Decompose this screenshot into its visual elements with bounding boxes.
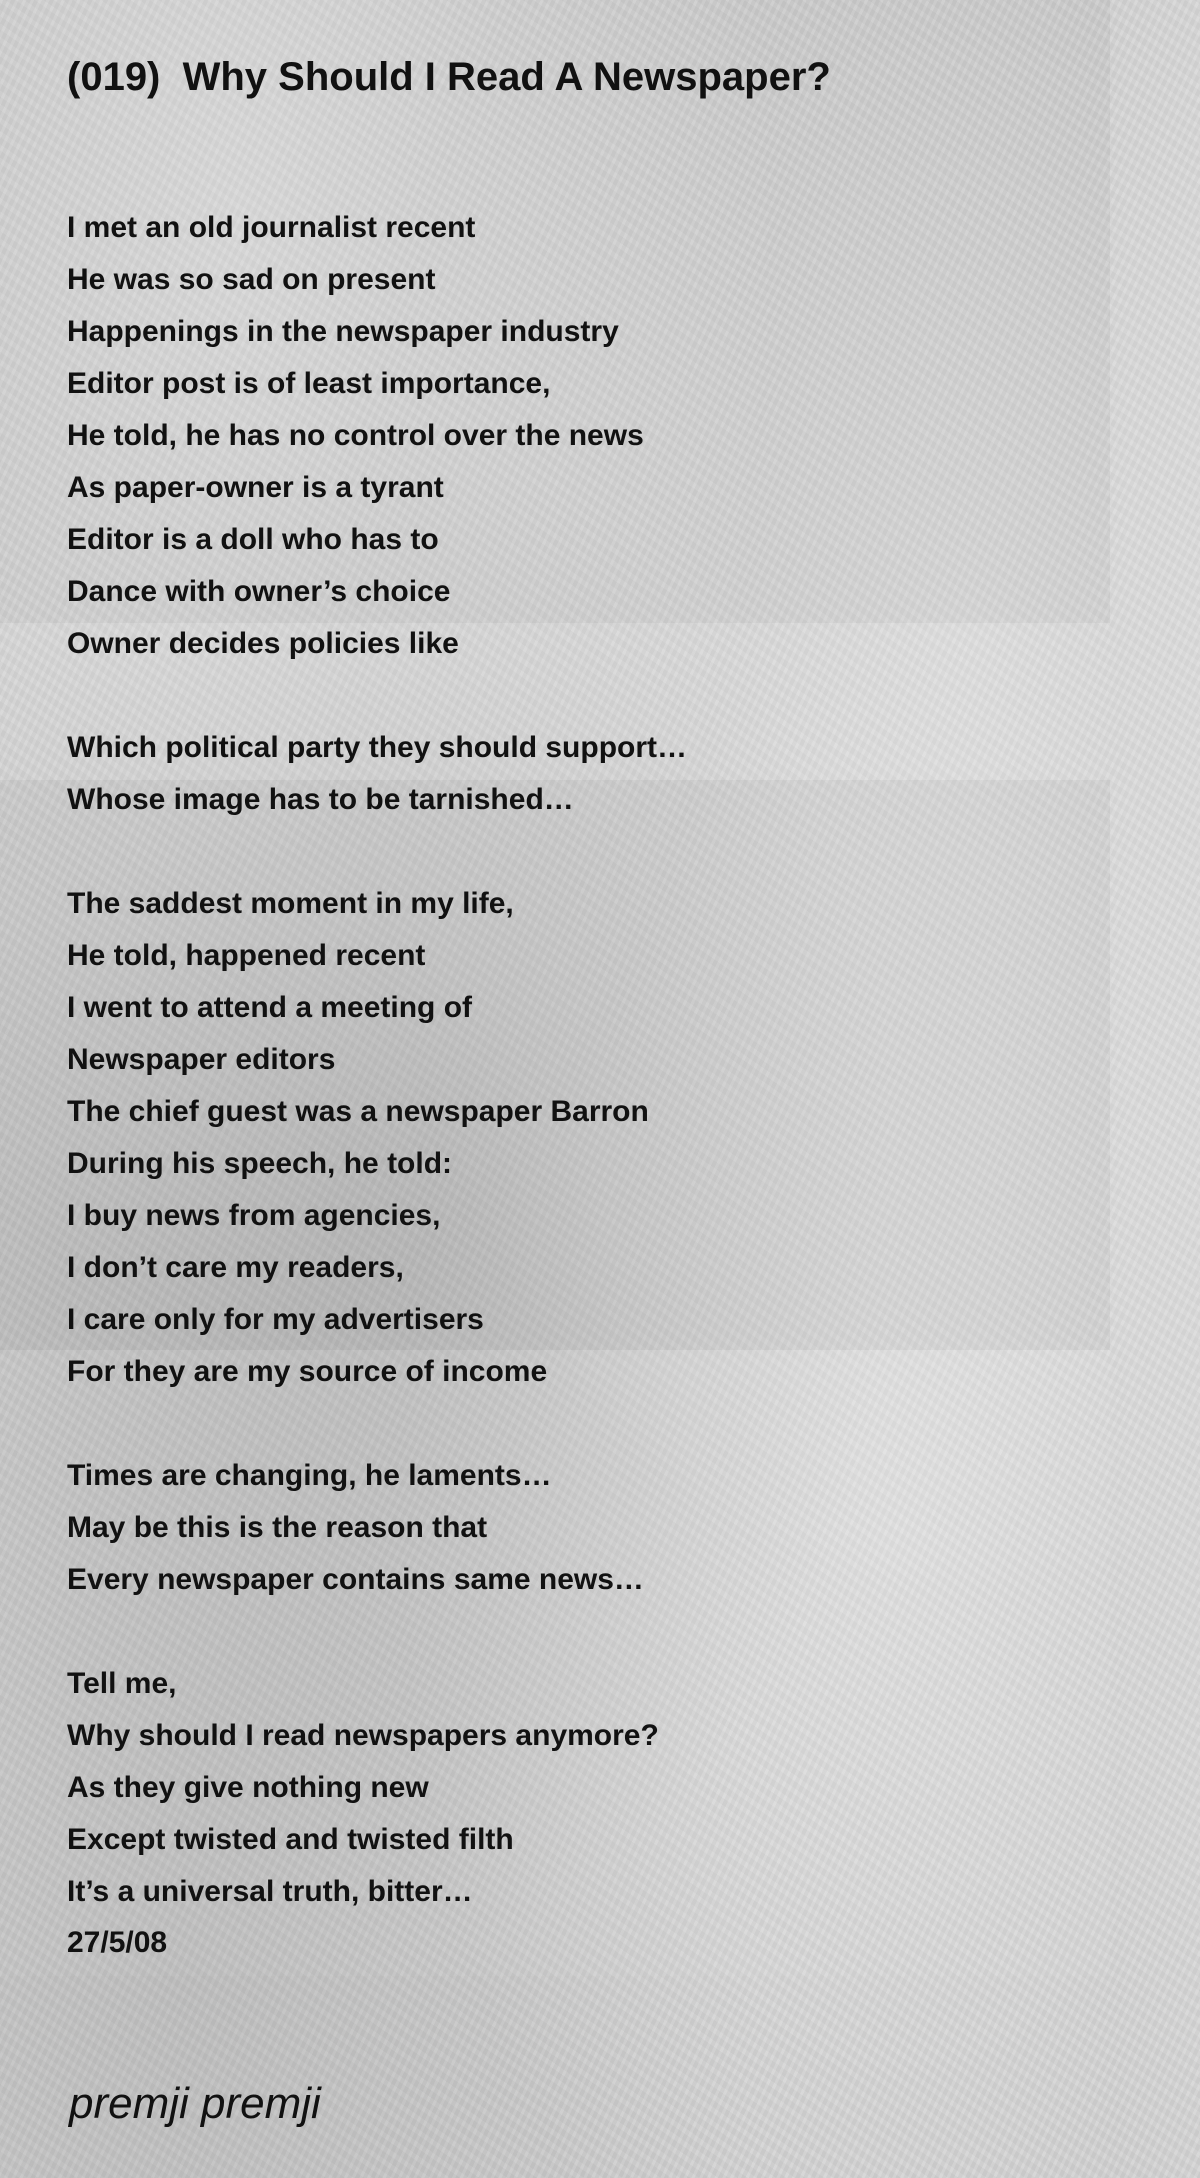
poem-line: The saddest moment in my life, [67, 887, 514, 920]
poem-line: He told, he has no control over the news [67, 419, 644, 452]
poem-line: Editor is a doll who has to [67, 523, 439, 556]
poem-line: I don’t care my readers, [67, 1251, 404, 1284]
poem-line: For they are my source of income [67, 1355, 548, 1388]
poem-line: During his speech, he told: [67, 1147, 453, 1180]
poem-line: Whose image has to be tarnished… [67, 783, 574, 816]
poem-line: Owner decides policies like [67, 627, 459, 660]
poem-line: Why should I read newspapers anymore? [67, 1719, 659, 1752]
poem-title: (019) Why Should I Read A Newspaper? [67, 55, 831, 99]
poem-line: The chief guest was a newspaper Barron [67, 1095, 649, 1128]
poem-container [67, 50, 1147, 1970]
poem-line: May be this is the reason that [67, 1511, 488, 1544]
poem-line: As they give nothing new [67, 1771, 429, 1804]
poem-stanza [67, 1450, 1147, 1606]
poem-line: I care only for my advertisers [67, 1303, 484, 1336]
poem-line: He told, happened recent [67, 939, 426, 972]
poem-line: Editor post is of least importance, [67, 367, 551, 400]
poem-line: As paper-owner is a tyrant [67, 471, 444, 504]
poem-stanza [67, 1658, 1147, 1918]
poem-line: Newspaper editors [67, 1043, 336, 1076]
poem-line: I went to attend a meeting of [67, 991, 473, 1024]
poem-line: Times are changing, he laments… [67, 1459, 552, 1492]
poem-line: It’s a universal truth, bitter… [67, 1875, 473, 1908]
poem-line: He was so sad on present [67, 263, 436, 296]
poem-line: I met an old journalist recent [67, 211, 476, 244]
poem-body [67, 202, 1147, 1918]
poem-line: Tell me, [67, 1667, 177, 1700]
poem-stanza [67, 202, 1147, 670]
poem-line: Which political party they should support… [67, 731, 688, 764]
poem-line: Dance with owner’s choice [67, 575, 451, 608]
poem-line: I buy news from agencies, [67, 1199, 441, 1232]
poem-line: Happenings in the newspaper industry [67, 315, 619, 348]
poem-line: Every newspaper contains same news… [67, 1563, 644, 1596]
poem-stanza [67, 722, 1147, 826]
poem-stanza [67, 878, 1147, 1398]
poem-author: premji premji [69, 2079, 321, 2128]
poem-line: Except twisted and twisted filth [67, 1823, 514, 1856]
poem-date: 27/5/08 [67, 1926, 168, 1959]
